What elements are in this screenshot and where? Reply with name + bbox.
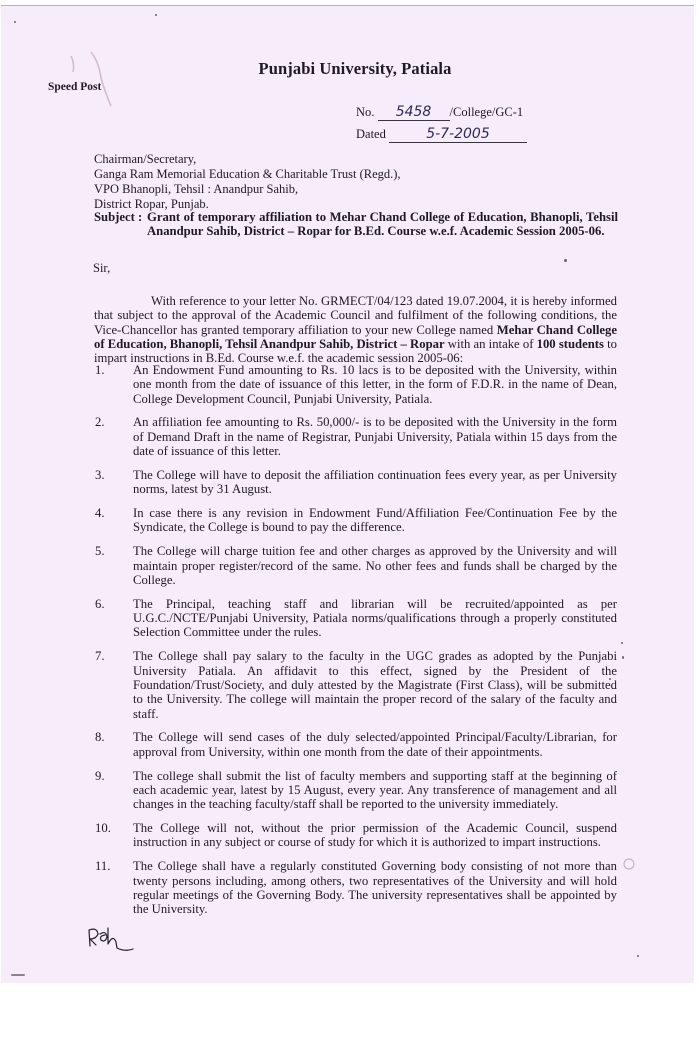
subject-text: Grant of temporary affiliation to Mehar Chand College of Education, Bhanopli, Tehsil Anandpur Sahib, District – Ropar for B.Ed. Course w.e.f. Academic Session 2005-06. (147, 210, 618, 239)
condition-item (95, 859, 617, 916)
reference-date-line (356, 127, 527, 143)
intro-text: with an intake of (444, 336, 537, 351)
scan-edge-mark (11, 974, 25, 976)
condition-number: 6. (95, 596, 105, 611)
condition-item (95, 544, 617, 587)
subject-label: Subject : (94, 210, 143, 224)
conditions-list (95, 363, 617, 926)
condition-text: The College shall pay salary to the faculty in the UGC grades as adopted by the Punjabi University Patiala. An affidavit to this effect, signed by the President of the Foundation/Trust/Society, and duly attested by the Magistrate (First Class), will be submitted to the University. The college will maintain the proper record of the salary of the faculty and staff. (133, 649, 617, 721)
scan-speck (155, 14, 157, 16)
condition-number: 9. (95, 768, 105, 783)
condition-item (95, 769, 617, 812)
recipient-address-line: Ganga Ram Memorial Education & Charitable Trust (Regd.), (94, 167, 401, 181)
paper-smudge-mark (619, 854, 639, 874)
condition-number: 11. (95, 859, 111, 874)
recipient-address-line: VPO Bhanopli, Tehsil : Anandpur Sahib, (94, 182, 299, 196)
reference-number-label: No. (356, 105, 375, 119)
recipient-address-line: District Ropar, Punjab. (94, 197, 209, 211)
intro-college-name: Mehar Chand College of Education, Bhanopli, Tehsil Anandpur Sahib, District – Ropar (94, 322, 618, 351)
condition-text: The College will have to deposit the affiliation continuation fees every year, as per University norms, latest by 31 August. (133, 467, 617, 497)
dispatch-mode-label: Speed Post (48, 81, 102, 93)
condition-text: The college shall submit the list of faculty members and supporting staff at the beginning of each academic year, latest by 15 August, every year. Any transference of management and all changes in the teaching faculty/staff shall be reported to the university immediately. (133, 768, 617, 812)
scan-speck (621, 642, 623, 644)
reference-number-line (356, 105, 523, 121)
condition-item (95, 649, 617, 720)
condition-number: 1. (95, 363, 105, 377)
condition-item (95, 468, 617, 497)
condition-item (95, 821, 617, 850)
reference-date-handwritten: 5-7-2005 (389, 127, 527, 143)
condition-number: 10. (95, 821, 111, 836)
condition-text: The College will send cases of the duly selected/appointed Principal/Faculty/Librarian, for approval from University, within one month from the date of their appointments. (133, 730, 617, 759)
condition-text: The College shall have a regularly constituted Governing body consisting of not more than twenty persons including, among others, two representatives of the University and will hold regular meetings of the Governing Body. The university representatives shall be appointed by the University. (133, 859, 617, 917)
condition-item (95, 730, 617, 759)
condition-item (95, 415, 617, 458)
reference-number-suffix: /College/GC-1 (449, 105, 524, 119)
intro-intake: 100 students (536, 336, 604, 351)
scan-speck (622, 656, 624, 659)
condition-text: The Principal, teaching staff and librarian will be recruited/appointed as per U.G.C./NCTE/Punjabi University, Patiala norms/qualifications through a properly constituted Selection Committee under the rules. (133, 596, 617, 640)
university-letterhead-title: Punjabi University, Patiala (258, 59, 452, 78)
condition-number: 2. (95, 415, 105, 430)
scan-speck (14, 21, 16, 23)
paper-smudge-mark (61, 44, 121, 114)
reference-date-label: Dated (356, 127, 386, 141)
handwritten-initials-signature (80, 924, 140, 954)
intro-text: With reference to your letter No. GRMECT/04/123 dated 19.07.2004, it is hereby informed that subject to the approval of the Academic Council and fulfilment of the following conditions, the Vice-Chancellor has granted temporary affiliation to your new College named (94, 294, 617, 337)
recipient-address-line: Chairman/Secretary, (94, 152, 197, 166)
recipient-address-block (94, 152, 401, 212)
condition-text: An Endowment Fund amounting to Rs. 10 lacs is to be deposited with the University, within one month from the date of issuance of this letter, in the form of F.D.R. in the name of Dean, College Development Council, Punjabi University, Patiala. (133, 363, 617, 406)
condition-number: 3. (95, 467, 105, 482)
condition-text: The College will charge tuition fee and other charges as approved by the University and will maintain proper register/record of the same. No other fees and funds shall be charged by the College. (133, 544, 617, 587)
condition-number: 7. (95, 649, 105, 664)
condition-text: The College will not, without the prior permission of the Academic Council, suspend instruction in any subject or course of study for which it is authorized to impart instructions. (133, 821, 617, 850)
condition-item (95, 363, 617, 406)
scan-speck (637, 955, 639, 957)
subject-block (94, 210, 618, 238)
intro-paragraph (94, 294, 617, 365)
condition-item (95, 597, 617, 640)
condition-number: 4. (95, 506, 105, 521)
condition-text: In case there is any revision in Endowment Fund/Affiliation Fee/Continuation Fee by the Syndicate, the College is bound to pay the difference. (133, 506, 617, 535)
condition-number: 5. (95, 544, 105, 559)
reference-number-handwritten: 5458 (378, 105, 450, 121)
condition-text: An affiliation fee amounting to Rs. 50,000/- is to be deposited with the University in the form of Demand Draft in the name of Registrar, Punjabi University, Patiala within 15 days from the date of issuance of this letter. (133, 415, 617, 459)
intro-text: to impart instructions in B.Ed. Course w.e.f. the academic session 2005-06: (94, 336, 618, 366)
condition-number: 8. (95, 730, 105, 745)
salutation: Sir, (93, 261, 111, 275)
condition-item (95, 506, 617, 535)
scan-speck (564, 259, 567, 262)
